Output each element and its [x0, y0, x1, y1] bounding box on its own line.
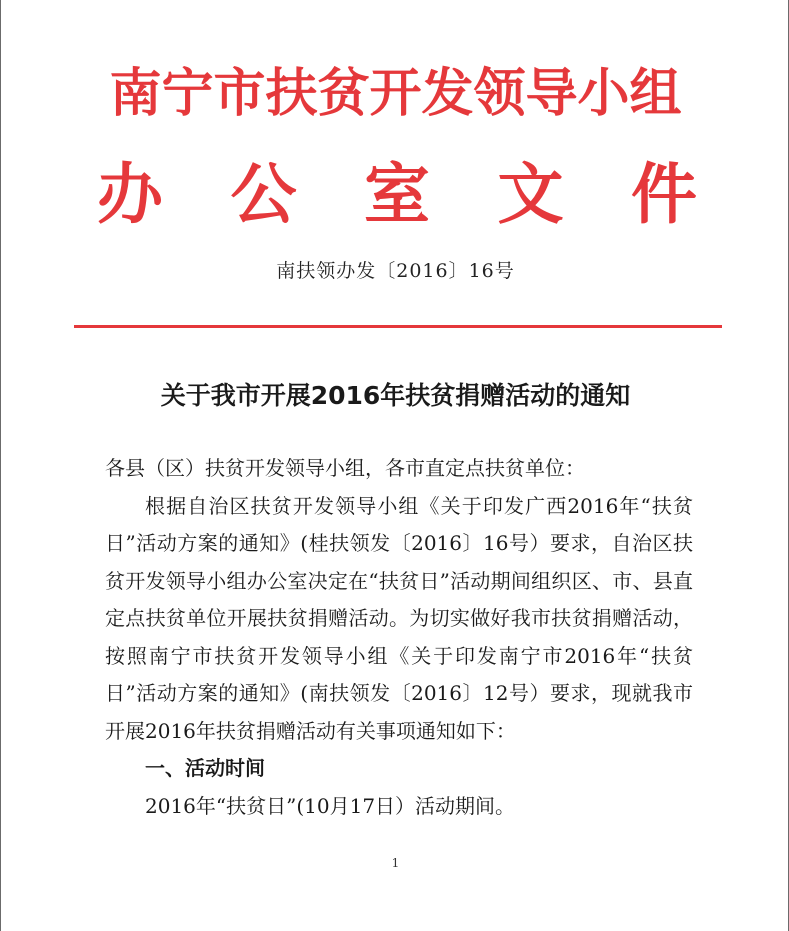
salutation: 各县（区）扶贫开发领导小组，各市直定点扶贫单位：: [105, 456, 585, 480]
red-divider: [74, 325, 722, 328]
section-heading: 一、活动时间: [145, 756, 265, 780]
header-char: 件: [631, 155, 697, 233]
section-text: 2016年“扶贫日”(10月17日）活动期间。: [145, 793, 516, 818]
notice-title: 关于我市开展2016年扶贫捐赠活动的通知: [160, 381, 631, 410]
header-char: 室: [364, 155, 430, 233]
page-number: 1: [391, 856, 400, 870]
header-char: 文: [497, 155, 564, 233]
document-number: 南扶领办发〔2016〕16号: [276, 260, 515, 282]
header-char: 办: [97, 155, 163, 233]
body-paragraph: 根据自治区扶贫开发领导小组《关于印发广西2016年“扶贫日”活动方案的通知》(桂扶领发〔2016〕16号）要求，自治区扶贫开发领导小组办公室决定在“扶贫日”活动期间组织区、市、县直定点扶贫单位开展扶贫捐赠活动。为切实做好我市扶贫捐赠活动，按照南宁市扶贫开发领导小组《关于印发南宁市2016年“扶贫日”活动方案的通知》(南扶领发〔2016〕12号）要求，现就我市开展2016年扶贫捐赠活动有关事项通知如下：: [105, 493, 693, 743]
document-type-header: [97, 152, 697, 236]
notice-body: [105, 450, 693, 825]
header-char: 公: [230, 155, 297, 233]
issuing-authority: 南宁市扶贫开发领导小组: [109, 63, 682, 124]
